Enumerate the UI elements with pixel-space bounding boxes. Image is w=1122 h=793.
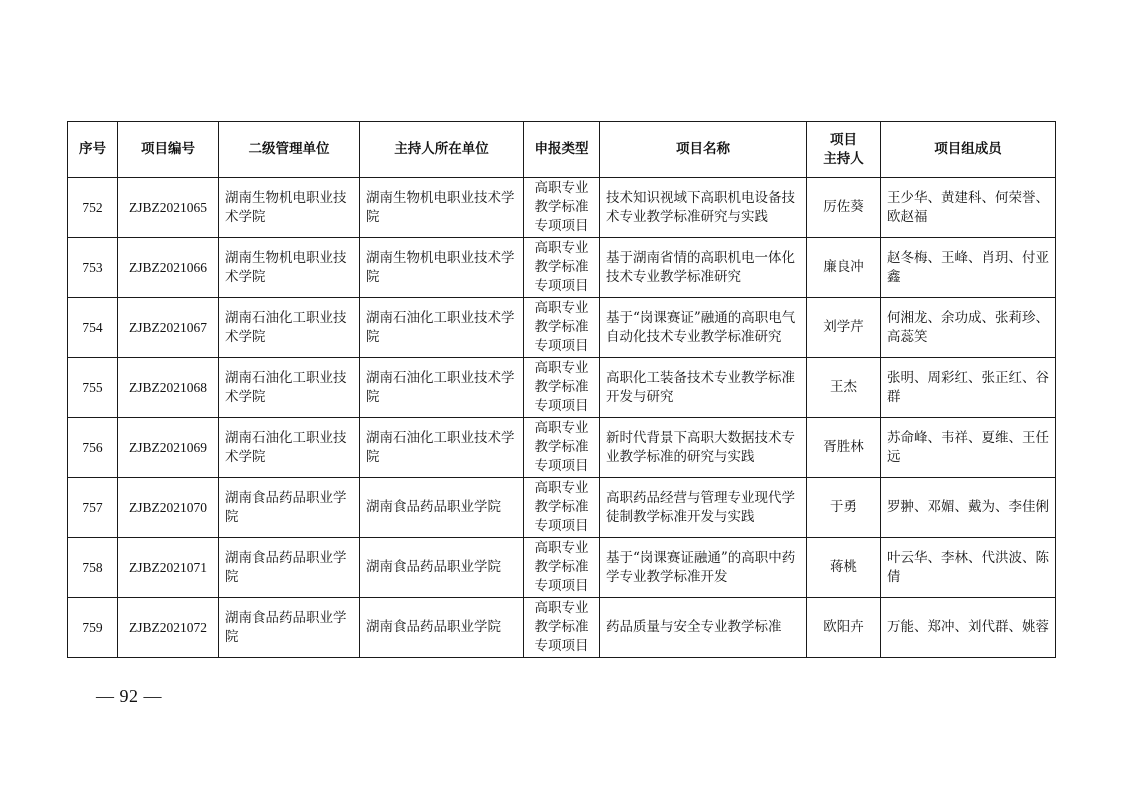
header-type: 申报类型: [524, 122, 600, 178]
cell-seq: 752: [68, 178, 118, 238]
cell-host-unit: 湖南石油化工职业技术学院: [360, 418, 524, 478]
cell-code: ZJBZ2021068: [118, 358, 219, 418]
project-table: [67, 121, 1056, 658]
header-seq: 序号: [68, 122, 118, 178]
cell-type: 高职专业教学标准专项项目: [524, 418, 600, 478]
header-host-unit: 主持人所在单位: [360, 122, 524, 178]
page-number: — 92 —: [96, 686, 162, 706]
cell-type: 高职专业教学标准专项项目: [524, 358, 600, 418]
cell-name: 基于“岗课赛证”融通的高职电气自动化技术专业教学标准研究: [600, 298, 807, 358]
cell-leader: 刘学芹: [807, 298, 881, 358]
cell-host-unit: 湖南石油化工职业技术学院: [360, 358, 524, 418]
cell-name: 基于“岗课赛证融通”的高职中药学专业教学标准开发: [600, 538, 807, 598]
cell-members: 罗翀、邓媚、戴为、李佳俐: [881, 478, 1056, 538]
table-row: [68, 238, 1056, 298]
cell-unit: 湖南生物机电职业技术学院: [219, 178, 360, 238]
cell-members: 苏命峰、韦祥、夏维、王任远: [881, 418, 1056, 478]
cell-host-unit: 湖南食品药品职业学院: [360, 598, 524, 658]
cell-type: 高职专业教学标准专项项目: [524, 478, 600, 538]
cell-code: ZJBZ2021069: [118, 418, 219, 478]
cell-members: 万能、郑冲、刘代群、姚蓉: [881, 598, 1056, 658]
cell-seq: 755: [68, 358, 118, 418]
header-code: 项目编号: [118, 122, 219, 178]
cell-unit: 湖南石油化工职业技术学院: [219, 298, 360, 358]
table-row: [68, 598, 1056, 658]
cell-seq: 757: [68, 478, 118, 538]
cell-leader: 蒋桃: [807, 538, 881, 598]
cell-leader: 欧阳卉: [807, 598, 881, 658]
table-row: [68, 178, 1056, 238]
cell-type: 高职专业教学标准专项项目: [524, 238, 600, 298]
cell-leader: 王杰: [807, 358, 881, 418]
cell-leader: 胥胜林: [807, 418, 881, 478]
cell-code: ZJBZ2021065: [118, 178, 219, 238]
table-header-row: [68, 122, 1056, 178]
cell-seq: 758: [68, 538, 118, 598]
cell-members: 叶云华、李林、代洪波、陈倩: [881, 538, 1056, 598]
cell-host-unit: 湖南食品药品职业学院: [360, 538, 524, 598]
cell-name: 高职药品经营与管理专业现代学徒制教学标准开发与实践: [600, 478, 807, 538]
cell-leader: 廉良冲: [807, 238, 881, 298]
cell-name: 高职化工装备技术专业教学标准开发与研究: [600, 358, 807, 418]
header-leader: [807, 122, 881, 178]
cell-code: ZJBZ2021071: [118, 538, 219, 598]
header-leader-line1: 项目: [830, 131, 857, 148]
cell-members: 王少华、黄建科、何荣誉、欧赵福: [881, 178, 1056, 238]
cell-host-unit: 湖南石油化工职业技术学院: [360, 298, 524, 358]
cell-members: 赵冬梅、王峰、肖玥、付亚鑫: [881, 238, 1056, 298]
cell-unit: 湖南石油化工职业技术学院: [219, 358, 360, 418]
table-row: [68, 298, 1056, 358]
cell-name: 新时代背景下高职大数据技术专业教学标准的研究与实践: [600, 418, 807, 478]
cell-host-unit: 湖南生物机电职业技术学院: [360, 178, 524, 238]
cell-code: ZJBZ2021066: [118, 238, 219, 298]
table-row: [68, 538, 1056, 598]
cell-name: 基于湖南省情的高职机电一体化技术专业教学标准研究: [600, 238, 807, 298]
cell-type: 高职专业教学标准专项项目: [524, 298, 600, 358]
cell-unit: 湖南食品药品职业学院: [219, 538, 360, 598]
header-leader-line2: 主持人: [823, 150, 864, 167]
cell-name: 技术知识视域下高职机电设备技术专业教学标准研究与实践: [600, 178, 807, 238]
cell-host-unit: 湖南食品药品职业学院: [360, 478, 524, 538]
table-row: [68, 358, 1056, 418]
header-unit: 二级管理单位: [219, 122, 360, 178]
cell-members: 何湘龙、余功成、张莉珍、高蕊笑: [881, 298, 1056, 358]
cell-type: 高职专业教学标准专项项目: [524, 598, 600, 658]
cell-code: ZJBZ2021067: [118, 298, 219, 358]
cell-seq: 754: [68, 298, 118, 358]
cell-unit: 湖南食品药品职业学院: [219, 598, 360, 658]
cell-host-unit: 湖南生物机电职业技术学院: [360, 238, 524, 298]
cell-type: 高职专业教学标准专项项目: [524, 538, 600, 598]
cell-name: 药品质量与安全专业教学标准: [600, 598, 807, 658]
cell-seq: 756: [68, 418, 118, 478]
header-members: 项目组成员: [881, 122, 1056, 178]
header-name: 项目名称: [600, 122, 807, 178]
table-row: [68, 418, 1056, 478]
cell-code: ZJBZ2021070: [118, 478, 219, 538]
cell-unit: 湖南食品药品职业学院: [219, 478, 360, 538]
cell-seq: 753: [68, 238, 118, 298]
table-row: [68, 478, 1056, 538]
cell-members: 张明、周彩红、张正红、谷群: [881, 358, 1056, 418]
cell-type: 高职专业教学标准专项项目: [524, 178, 600, 238]
cell-leader: 于勇: [807, 478, 881, 538]
cell-code: ZJBZ2021072: [118, 598, 219, 658]
cell-seq: 759: [68, 598, 118, 658]
cell-leader: 厉佐葵: [807, 178, 881, 238]
cell-unit: 湖南生物机电职业技术学院: [219, 238, 360, 298]
cell-unit: 湖南石油化工职业技术学院: [219, 418, 360, 478]
